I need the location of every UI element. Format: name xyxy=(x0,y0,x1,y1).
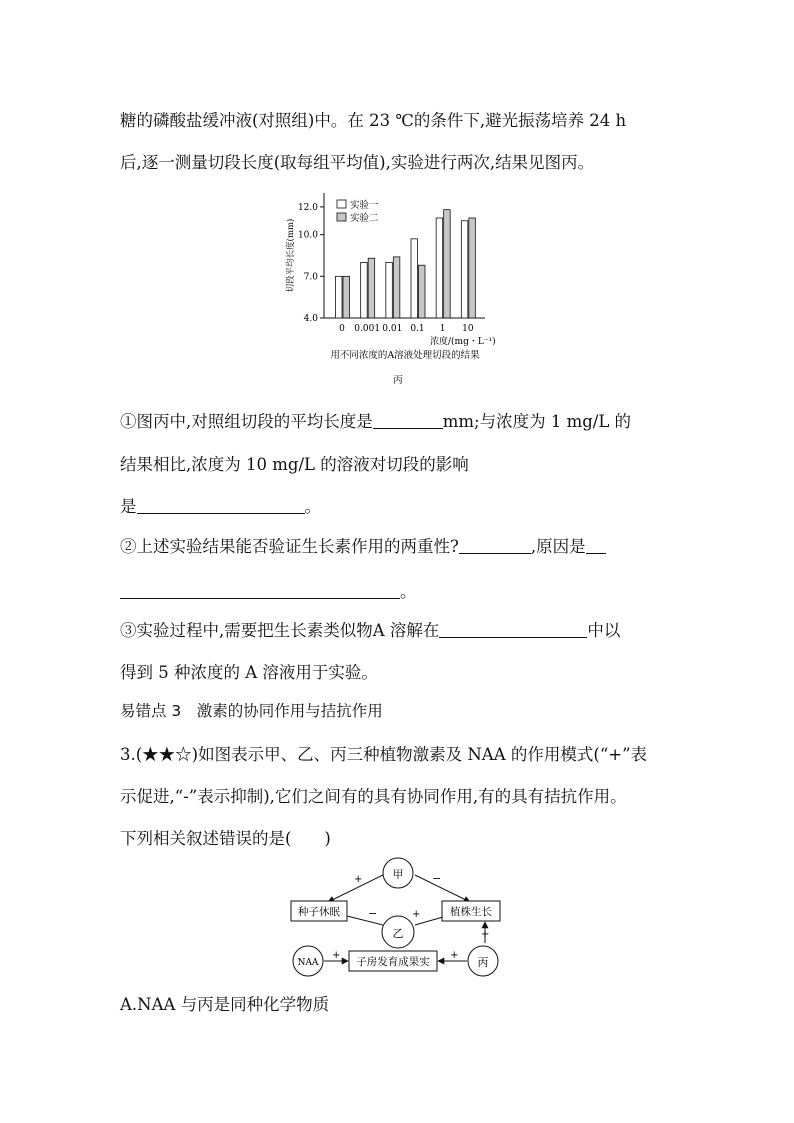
intro-line-2: 后,逐一测量切段长度(取每组平均值),实验进行两次,结果见图丙。 xyxy=(120,153,595,172)
option-a: A.NAA 与丙是同种化学物质 xyxy=(120,995,330,1014)
question-1-text-c: 是 xyxy=(120,497,137,516)
sign-jia-plant: − xyxy=(432,872,442,885)
box-seed-label: 种子休眠 xyxy=(298,906,340,918)
node-naa-label: NAA xyxy=(297,958,319,968)
bar-2-0 xyxy=(343,276,350,318)
problem-3-line-2: 示促进,“-”表示抑制),它们之间有的具有协同作用,有的具有拮抗作用。 xyxy=(120,787,627,806)
sign-jia-seed: + xyxy=(354,874,363,885)
sign-naa-fruit: + xyxy=(332,950,341,961)
legend-label-1: 实验一 xyxy=(350,200,379,211)
answer-blank-6[interactable] xyxy=(439,621,587,638)
bar-2-10 xyxy=(469,218,476,318)
question-2-text-a: ②上述实验结果能否验证生长素作用的两重性? xyxy=(120,537,459,556)
legend-swatch-1 xyxy=(337,200,346,208)
question-3-line-2: 得到 5 种浓度的 A 溶液用于实验。 xyxy=(120,663,378,682)
box-fruit-label: 子房发育成果实 xyxy=(356,956,430,968)
question-1-line-1 xyxy=(120,408,631,432)
x-tick-label: 10 xyxy=(462,324,474,334)
node-yi xyxy=(382,916,414,948)
node-jia xyxy=(383,858,413,888)
bar-2-0.001 xyxy=(368,258,375,318)
section-title: 易错点 3 激素的协同作用与拮抗作用 xyxy=(120,702,383,720)
bar-1-0.01 xyxy=(386,262,393,318)
bar-1-0.1 xyxy=(411,239,418,318)
sign-yi-plant: + xyxy=(412,909,421,920)
x-tick-label: 0.001 xyxy=(354,324,381,334)
sign-bing-fruit: + xyxy=(450,950,459,961)
y-tick-label: 10.0 xyxy=(297,230,318,241)
intro-line-1: 糖的磷酸盐缓冲液(对照组)中。在 23 ℃的条件下,避光振荡培养 24 h xyxy=(120,111,627,130)
x-tick-label: 0.1 xyxy=(410,324,425,334)
x-tick-label: 1 xyxy=(439,324,446,334)
hormone-diagram xyxy=(280,855,520,980)
legend-label-2: 实验二 xyxy=(350,213,379,224)
node-naa xyxy=(293,946,323,976)
answer-blank-2[interactable] xyxy=(137,497,305,514)
box-plant-label: 植株生长 xyxy=(450,906,492,918)
question-2-period: 。 xyxy=(400,582,417,601)
x-tick-label: 0 xyxy=(339,324,345,334)
bar-2-1 xyxy=(444,210,451,318)
answer-blank-4[interactable] xyxy=(586,537,606,554)
question-1-line-2: 结果相比,浓度为 10 mg/L 的溶液对切段的影响 xyxy=(120,455,469,474)
sign-yi-seed: − xyxy=(368,907,378,920)
question-1-text-b: mm;与浓度为 1 mg/L 的 xyxy=(442,412,632,431)
problem-3-line-1: 3.(★★☆)如图表示甲、乙、丙三种植物激素及 NAA 的作用模式(“+”表 xyxy=(120,745,648,764)
problem-3-line-3: 下列相关叙述错误的是( ) xyxy=(120,829,331,848)
node-bing xyxy=(468,946,498,976)
x-tick-label: 0.01 xyxy=(382,324,403,334)
question-1-text-a: ①图丙中,对照组切段的平均长度是 xyxy=(120,412,373,431)
legend-swatch-2 xyxy=(337,213,346,221)
answer-blank-5[interactable] xyxy=(120,582,400,599)
node-yi-label: 乙 xyxy=(392,927,404,940)
node-jia-label: 甲 xyxy=(392,868,404,881)
x-axis-label: 浓度/(mg・L⁻¹) xyxy=(430,337,496,347)
question-3-text-a: ③实验过程中,需要把生长素类似物A 溶解在 xyxy=(120,621,440,640)
question-1-line-3 xyxy=(120,493,321,517)
y-tick-label: 4.0 xyxy=(303,314,318,324)
box-fruit-development xyxy=(349,951,437,971)
box-plant-growth xyxy=(442,901,500,921)
y-axis-label: 切段平均长度(mm) xyxy=(286,218,296,293)
bar-1-0.001 xyxy=(361,262,368,318)
bar-chart xyxy=(280,185,530,385)
bar-2-0.01 xyxy=(393,257,400,318)
bar-1-10 xyxy=(461,221,468,318)
question-3-line-1 xyxy=(120,617,620,641)
bar-1-0 xyxy=(336,276,343,318)
y-tick-label: 7.0 xyxy=(303,272,318,283)
answer-blank-3[interactable] xyxy=(459,537,531,554)
question-3-text-b: 中以 xyxy=(587,621,621,640)
bar-2-0.1 xyxy=(419,265,426,318)
figure-label: 丙 xyxy=(393,375,403,385)
question-2-line-1 xyxy=(120,533,606,557)
chart-caption: 用不同浓度的A溶液处理切段的结果 xyxy=(330,350,480,361)
node-bing-label: 丙 xyxy=(477,956,489,969)
box-seed-dormancy xyxy=(291,901,347,921)
bar-1-1 xyxy=(436,218,443,318)
question-1-period: 。 xyxy=(304,497,321,516)
question-2-line-2 xyxy=(120,578,417,602)
y-tick-label: 12.0 xyxy=(297,202,318,213)
question-2-text-b: ,原因是 xyxy=(530,537,586,556)
sign-bing-plant: + xyxy=(481,929,490,940)
answer-blank-1[interactable] xyxy=(373,412,443,429)
